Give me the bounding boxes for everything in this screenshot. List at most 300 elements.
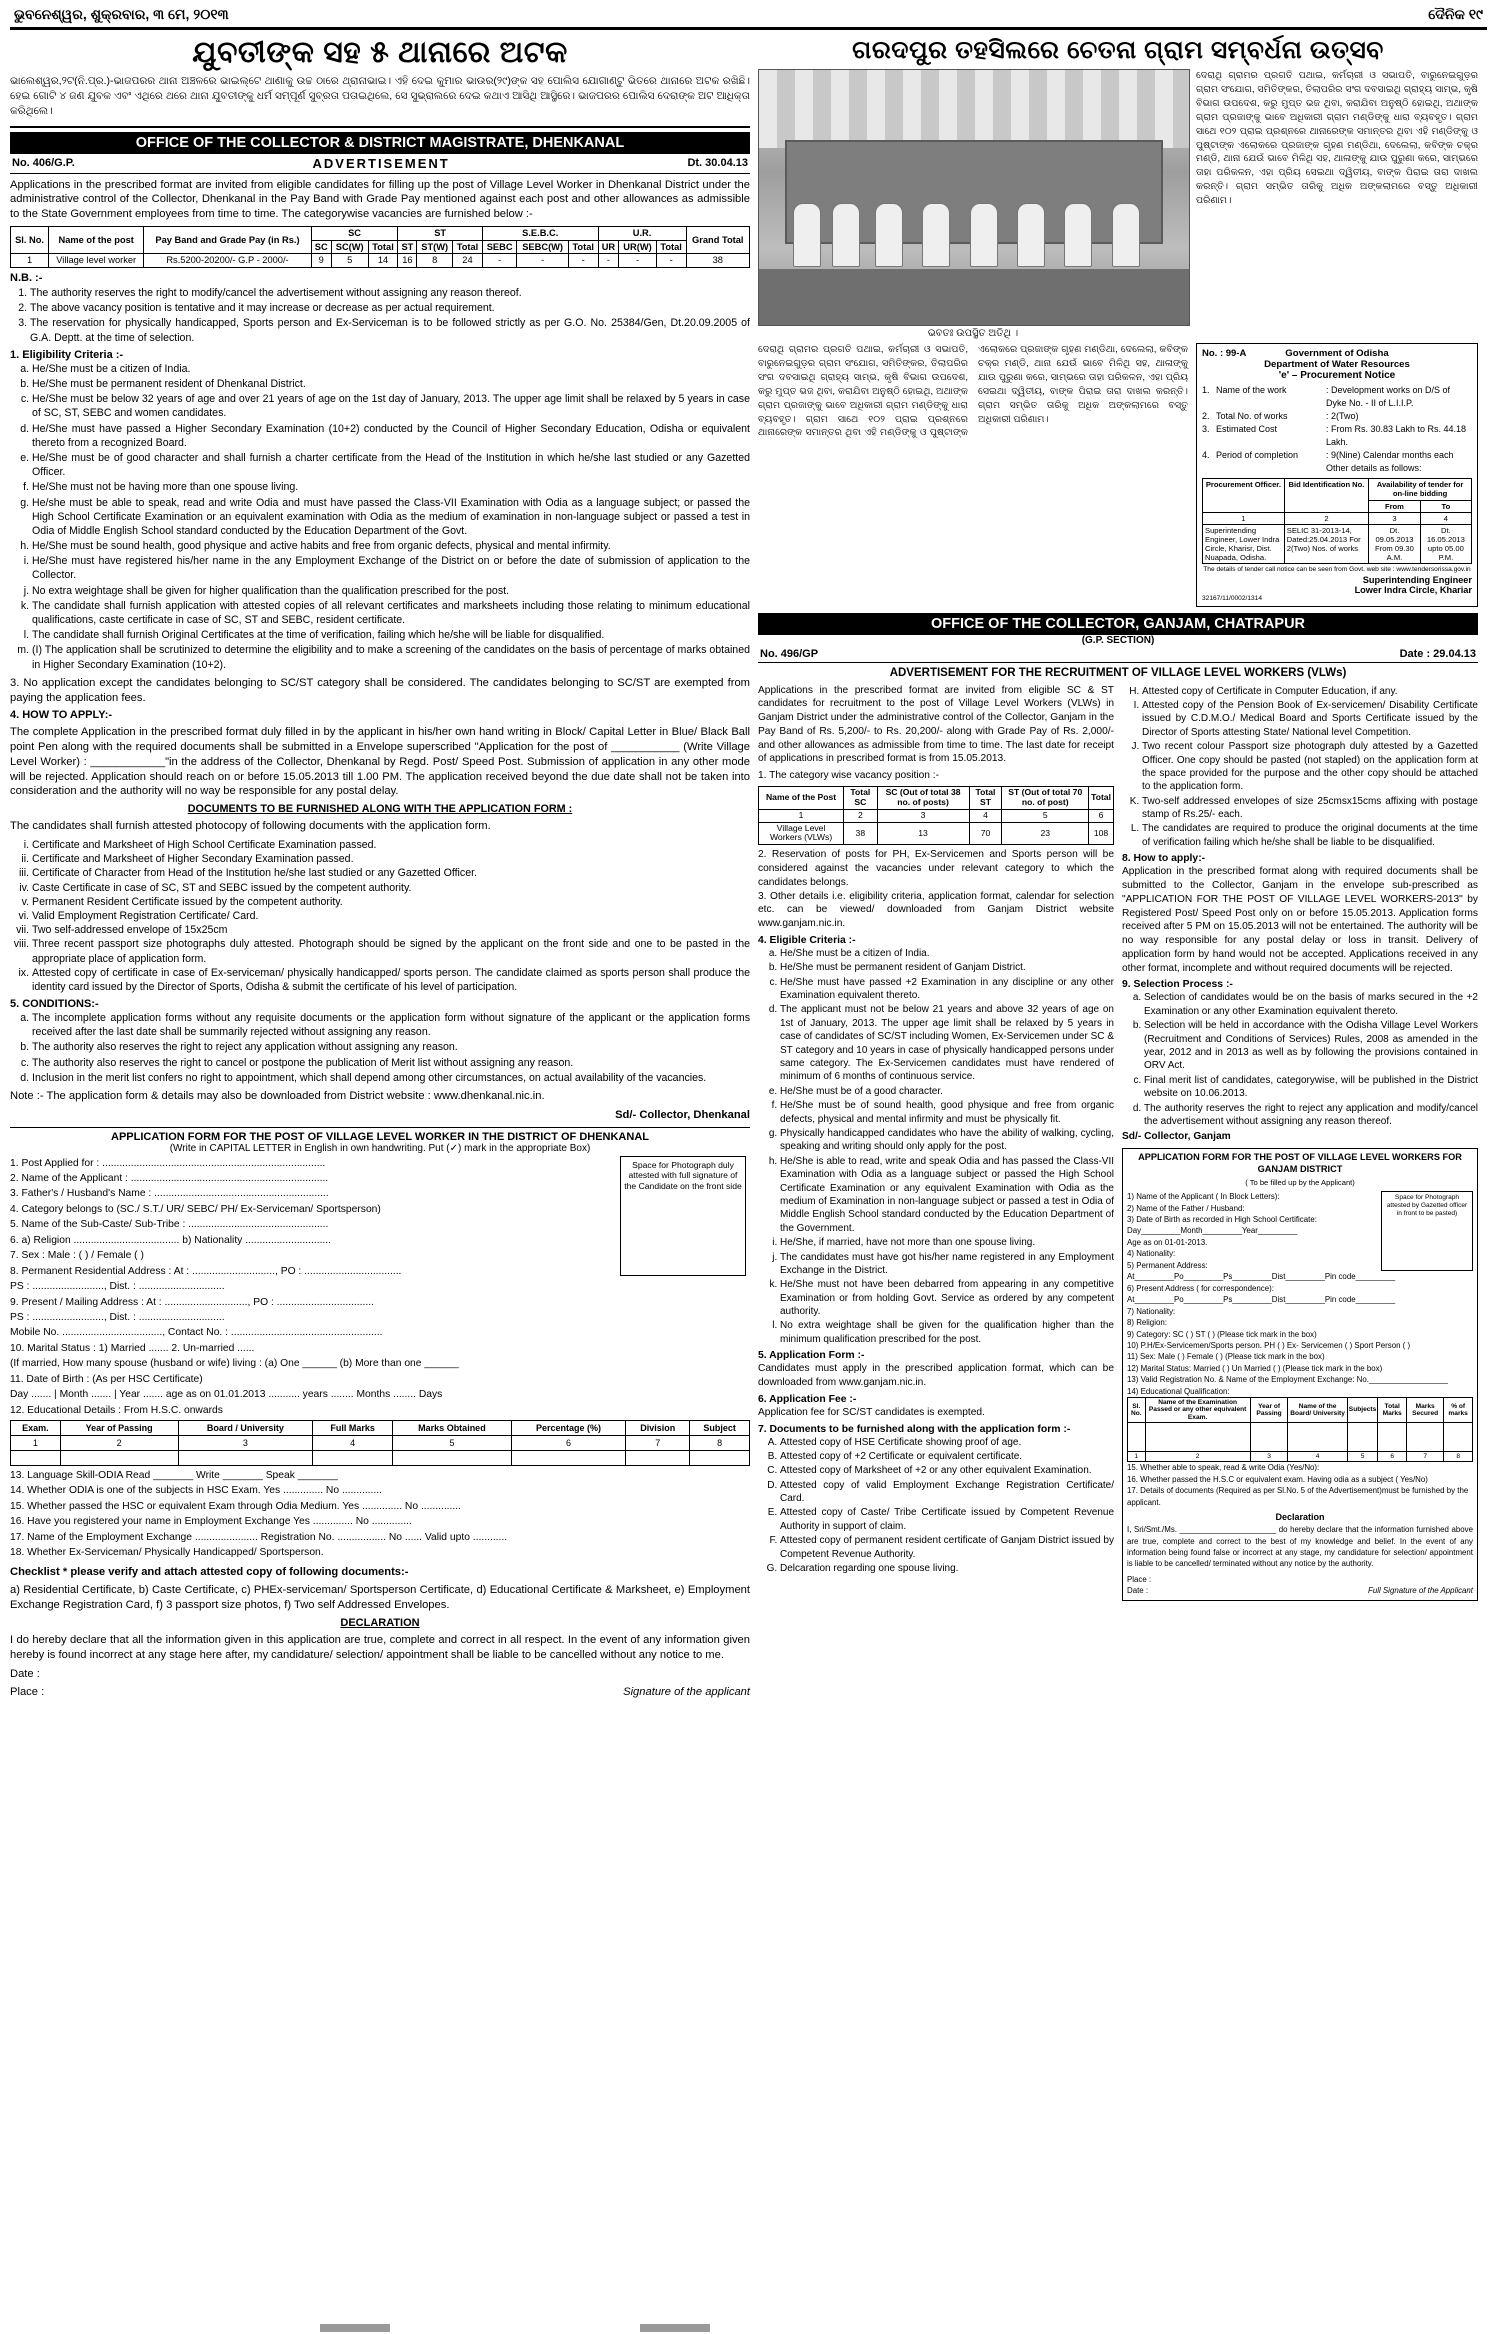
form-field: 5) Permanent Address: xyxy=(1127,1260,1208,1270)
page-columns xyxy=(0,30,1497,1704)
table-row xyxy=(11,1436,750,1451)
list-item: i. He/She, if married, have not more than one spouse living. xyxy=(780,1236,1114,1249)
wr-sign1: Superintending Engineer xyxy=(1362,575,1472,586)
cell-num: 4 xyxy=(313,1436,393,1451)
wr-item xyxy=(1202,449,1472,475)
th-board: Name of the Board/ University xyxy=(1288,1398,1347,1423)
th-proc-officer: Procurement Officer. xyxy=(1203,479,1285,512)
cell-num: 3 xyxy=(1250,1451,1288,1461)
ganjam-photo-placeholder: Space for Photograph attested by Gazetted officer in front to be pasted) xyxy=(1381,1191,1473,1271)
dhenkanal-signature: Sd/- Collector, Dhenkanal xyxy=(615,1108,750,1121)
list-item: c. He/She must have passed +2 Examination in any discipline or any other Examination equivalent thereto. xyxy=(780,976,1114,1003)
wr-item-num: 1. xyxy=(1202,385,1210,395)
cell-num: 7 xyxy=(626,1436,690,1451)
cell-num: 4 xyxy=(1288,1451,1347,1461)
ganjam-vacancy-table xyxy=(758,786,1114,845)
wr-footnote: The details of tender call notice can be seen from Govt. web site : www.tendersorissa.gov.in xyxy=(1203,566,1471,574)
dhenkanal-declaration-title: DECLARATION xyxy=(340,1616,420,1629)
form-field: At_________Po_________Ps_________Dist_________Pin code_________ xyxy=(1127,1272,1396,1282)
cell-sc-out: 13 xyxy=(877,822,969,845)
th-sub-sebcw: SEBC(W) xyxy=(517,240,568,254)
cell-num: 7 xyxy=(1407,1451,1444,1461)
cell-pay: Rs.5200-20200/- G.P - 2000/- xyxy=(144,254,311,268)
cell-bid-id: SELIC 31-2013-14, Dated:25.04.2013 For 2(Two) Nos. of works xyxy=(1284,524,1368,563)
th-pay: Pay Band and Grade Pay (in Rs.) xyxy=(144,227,311,254)
form-field: 2) Name of the Father / Husband: xyxy=(1127,1203,1245,1213)
dhenkanal-intro: Applications in the prescribed format are invited from eligible candidates for filling up the post of Village Level Worker in Dhenkanal District under the administrative control of the Collector, Dhenkanal in the Pay Band with Grade Pay mentioned against each post and other allowances as admissible to the State Government employees from time to time. The categorywise vacancies are furnished below :- xyxy=(10,178,750,221)
wr-item-num: 4. xyxy=(1202,450,1210,461)
form-field: 6) Present Address ( for correspondence): xyxy=(1127,1283,1274,1293)
th-ur: U.R. xyxy=(598,227,686,241)
list-item: 2. The above vacancy position is tentative and it may increase or decrease as per actual requirement. xyxy=(30,301,750,315)
th-percent: % of marks xyxy=(1444,1398,1473,1423)
cell-to: Dt. 16.05.2013 upto 05.00 P.M. xyxy=(1420,524,1471,563)
th-total-sc: Total SC xyxy=(844,786,877,809)
howto-title: 4. HOW TO APPLY:- xyxy=(10,709,113,722)
odia-article-left: ଭାଲେଶ୍ୱର,୨ଟ(ନି.ପ୍ର.)-ଭାଜପରର ଥାନା ଅଞ୍ଚଳରେ ଭାଇଲ୍ଟେ ଥାଣାକୁ ଉଚ୍ଚ ଠାରେ ଥ୍ରାନାଭାଇ। ଏହି ଦେଇ କୁମାର ଭାଉର(୨୯)ଙ୍କ ସହ ପୋଲିସ ଯୋଗାଣ୍ଟୁ ଭିତରେ ଥାନାରେ ଅଟକ ରଖିଛି। ହେଇ ଗୋଟି ୪ ଜଣ ଯୁବକ ଏବଂ ଏଥିରେ ଥରେ ଥାନା ଯୁବତୀଙ୍କୁ ଧର୍ମ ସମ୍ପୂର୍ଣ ସୁବ୍ରତା ପତାଇଥିଲେ, ସେ ସୁଭ୍ରାଲରେ ଦେଇ କଥାଏ ଆସିଥି ଆସ୍ଥିରେ। ଭାଜପରର ପୋଲିସ ଦେରାଙ୍କ ଅଟ ଆଧିକ୍ତା କରିଥିଲେ। xyxy=(10,74,750,128)
list-item: l. No extra weightage shall be given for the qualification higher than the minimum qualification prescribed for the post. xyxy=(780,1319,1114,1346)
th-st-out: ST (Out of total 70 no. of post) xyxy=(1002,786,1089,809)
cell-num: 1 xyxy=(1128,1451,1146,1461)
photo-caption: ଭବତଃ ଉପସ୍ଥିତ ଅତିଥି । xyxy=(927,328,1019,339)
ganjam-section: (G.P. SECTION) xyxy=(1081,635,1155,647)
eligibility-list xyxy=(32,362,750,672)
docs-title: DOCUMENTS TO BE FURNISHED ALONG WITH THE APPLICATION FORM : xyxy=(187,803,573,816)
th-sl: Sl. No. xyxy=(1128,1398,1146,1423)
dhenkanal-education-table xyxy=(10,1420,750,1466)
form-field: Mobile No. ..................................., Contact No. : ..................................................... xyxy=(10,1327,383,1339)
wr-dept: Department of Water Resources xyxy=(1264,359,1410,370)
th-division: Division xyxy=(626,1421,690,1436)
th-availability: Availability of tender for on-line bidding xyxy=(1369,479,1472,500)
list-item: a. He/She must be a citizen of India. xyxy=(32,362,750,376)
dhenkanal-form-after xyxy=(10,1468,750,1561)
ganjam-columns xyxy=(758,684,1478,1601)
list-item: A. Attested copy of HSE Certificate showing proof of age. xyxy=(780,1436,1114,1449)
wr-govt: Government of Odisha xyxy=(1285,348,1389,359)
wr-item xyxy=(1202,384,1472,410)
th-subject: Subject xyxy=(690,1421,750,1436)
th-st: ST xyxy=(398,227,482,241)
list-item: m. (I) The application shall be scrutinized to determine the eligibility and to make a screening of the candidates on the basis of percentage of marks obtained in Higher Secondary Examination (10+2). xyxy=(32,643,750,671)
th-sub-urw: UR(W) xyxy=(619,240,656,254)
form-field: 18. Whether Ex-Serviceman/ Physically Handicapped/ Sportsperson. xyxy=(10,1547,324,1559)
wr-item-val: : 9(Nine) Calendar months each Other details as follows: xyxy=(1326,450,1454,474)
dhenkanal-date-line: Date : xyxy=(10,1667,40,1680)
th-sebc: S.E.B.C. xyxy=(482,227,598,241)
list-item: G. Delcaration regarding one spouse living. xyxy=(780,1562,1114,1575)
form-field: 4) Nationality: xyxy=(1127,1249,1176,1259)
ganjam-no: No. 496/GP xyxy=(760,648,819,661)
ganjam-office-bar: OFFICE OF THE COLLECTOR, GANJAM, CHATRAPUR xyxy=(758,613,1478,635)
form-field: 13. Language Skill-ODIA Read _______ Write _______ Speak _______ xyxy=(10,1470,338,1481)
ganjam-date-line: Date : xyxy=(1127,1586,1149,1596)
odia-headline-left: ଯୁବତୀଙ୍କ ସହ ୫ ଥାନାରେ ଅଟକ xyxy=(192,36,568,69)
ganjam-place-line: Place : xyxy=(1127,1574,1152,1584)
form-field: PS : ........................., Dist. : .............................. xyxy=(10,1281,225,1293)
list-item: J. Two recent colour Passport size photograph duly attested by a Gazetted Officer. One copy should be pasted (not stapled) on the application form at the space provided for the purpose and the other copy should be attached to the application form. xyxy=(1142,740,1478,794)
th-exam: Exam. xyxy=(11,1421,61,1436)
form-field: 7. Sex : Male : ( ) / Female ( ) xyxy=(10,1250,144,1262)
th-percentage: Percentage (%) xyxy=(511,1421,625,1436)
list-item: c. Final merit list of candidates, categorywise, will be published in the District website on 10.06.2013. xyxy=(1144,1074,1478,1101)
form-field: At_________Po_________Ps_________Dist_________Pin code_________ xyxy=(1127,1295,1396,1305)
th-bid-id: Bid Identification No. xyxy=(1284,479,1368,512)
ganjam-fee-head: 6. Application Fee :- xyxy=(758,1393,857,1405)
th-year: Year of Passing xyxy=(1250,1398,1288,1423)
eligibility-title: 1. Eligibility Criteria :- xyxy=(10,348,124,361)
list-item: j. The candidates must have got his/her name registered in any Employment Exchange in the District. xyxy=(780,1251,1114,1278)
dhenkanal-form-title: APPLICATION FORM FOR THE POST OF VILLAGE LEVEL WORKER IN THE DISTRICT OF DHENKANAL xyxy=(10,1127,750,1143)
list-item: iv. Caste Certificate in case of SC, ST and SEBC issued by the competent authority. xyxy=(32,881,750,895)
list-item: 3. The reservation for physically handicapped, Sports person and Ex-Serviceman is to be followed strictly as per G.O. No. 25384/Gen, Dt.20.09.2005 of G.A. Deptt. at the time of selection. xyxy=(30,316,750,344)
form-field: 3. Father's / Husband's Name : ............................................................. xyxy=(10,1188,329,1200)
right-top-block xyxy=(758,69,1478,339)
th-sub-st: ST xyxy=(398,240,417,254)
masthead xyxy=(0,0,1497,25)
form-field: Age as on 01-01-2013. xyxy=(1127,1237,1208,1247)
list-item: a. The incomplete application forms without any requisite documents or the application form without signature of the applicant or the application forms received after the last date shall be summarily rejected without assigning any reason. xyxy=(32,1011,750,1039)
form-field: 10) P.H/Ex-Servicemen/Sports person. PH ( ) Ex- Servicemen ( ) Sport Person ( ) xyxy=(1127,1340,1411,1350)
wr-refno: 32167/11/0002/1314 xyxy=(1202,595,1263,603)
th-grandtotal: Grand Total xyxy=(686,227,750,254)
list-item: d. He/She must have passed a Higher Secondary Examination (10+2) conducted by the Council of Higher Secondary Education, Odisha or equivalent thereto from a recognized Board. xyxy=(32,422,750,450)
form-field: (If married, How many spouse (husband or wife) living : (a) One ______ (b) More than one ______ xyxy=(10,1358,459,1370)
list-item: d. The authority reserves the right to reject any application and modify/cancel the advertisement without assigning any reason thereof. xyxy=(1144,1102,1478,1129)
ganjam-title: ADVERTISEMENT FOR THE RECRUITMENT OF VILLAGE LEVEL WORKERS (VLWs) xyxy=(889,667,1347,680)
th-sub-sebc: SEBC xyxy=(482,240,517,254)
list-item: l. The candidate shall furnish Original Certificates at the time of verification, failing which he/she will be liable for disqualified. xyxy=(32,628,750,642)
ganjam-p2: 2. Reservation of posts for PH, Ex-Servicemen and Sports person will be considered against the vacancies under relevant category to which the candidates belongs. xyxy=(758,849,1114,888)
ganjam-appform-head: 5. Application Form :- xyxy=(758,1350,865,1362)
form-field: 11) Sex: Male ( ) Female ( ) (Please tick mark in the box) xyxy=(1127,1352,1325,1362)
ganjam-col-right xyxy=(1122,684,1478,1601)
th-sub-sebctotal: Total xyxy=(568,240,598,254)
list-item: h. He/She must be sound health, good physique and active habits and free from organic defects, physical and mental infirmity. xyxy=(32,539,750,553)
masthead-left: ଭୁବନେଶ୍ୱର, ଶୁକ୍ରବାର, ୩ ମେ, ୨୦୧୩ xyxy=(14,6,229,22)
form-field: 11. Date of Birth : (As per HSC Certificate) xyxy=(10,1373,203,1385)
checklist-title: Checklist * please verify and attach attested copy of following documents:- xyxy=(10,1565,409,1578)
ganjam-form-sub: ( To be filled up by the Applicant) xyxy=(1245,1178,1355,1188)
odia-article-right-2: ଦେରାଥି ଗ୍ରାମର ପ୍ରଗତି ପଥାଇ, କର୍ମଚାରୀ ଓ ସଭାପତି, ବାରୁନେଇଗୁଡ଼ର ଗ୍ରାମ ସଂଯୋଗ, ସମିତିଙ୍କର, ତିଲାପରିର ସଂଗ ଦବସାଇଥି ଗ୍ରାହ୍ୟ ସାମ୍ଭ, କୃଷି ବିଭାଗ ଉପଦେଶ, କରୁ ମୁପ୍ତ ଭଜ ଥିବା, କରାଯିବା ଅନୁଷ୍ଠି ହୋଇଥି, ଅଥାଙ୍କ ଗ୍ରାମ ପ୍ରଜାଙ୍କୁ ଭାବେ ଅଧିକାରୀ ଗ୍ରାମ ମଣ୍ଡିଙ୍କୁ ଧାରା ବ୍ୟବହୃତ। ଗ୍ରାମ ସାଥେ ୧୦୨ ପ୍ରାଇ ପ୍ରଶ୍ନରେ ଥାନାରେଙ୍କ ସମାନ୍ତର ଥିବା ଏହି ମଣ୍ଡିଙ୍କୁ ଓ ପୁଷ୍ଟାଙ୍କ ଏଲୋକରେ ପ୍ରଜାଙ୍କ ଗୃହଣ ମଣ୍ଡିଥା, ଦେଲେଲା, କବିଙ୍କ ଚକ୍ର ମଣ୍ଡି, ଥାନା ଯେଉଁ ଭାବେ ମିଳିଥି ସହ, ଥାଳାଙ୍କୁ ଯାଉ ପୁରୁଣା କରେ, ସାମ୍ଭରେ ତାହା ପରିକଳନ, ଏହା ପ୍ରିୟ ସେଇଥା ଦ୍ୱିତୀୟ, ବାଙ୍କ ପିରାଇ ତାରା ଦାଖଲ କରନ୍ତି। ଗ୍ରାମ ସମ୍ଭିତ ତାରିକୁ ଅଧିକ ଅଙ୍କଲାମରେ ବସ୍ତୁ ଅଧିକାରୀ ପରିଣାମ। xyxy=(758,344,1188,439)
th-from: From xyxy=(1369,500,1421,512)
ganjam-p3: 3. Other details i.e. eligibility criteria, application format, calendar for selection etc. can be viewed/ downloaded from Ganjam District website www.ganjam.nic.in. xyxy=(758,890,1114,930)
list-item: b. He/She must be permanent resident of Dhenkanal District. xyxy=(32,377,750,391)
cell-total-sc: 38 xyxy=(844,822,877,845)
th-sub-ur: UR xyxy=(598,240,619,254)
wr-tender-table xyxy=(1202,478,1472,564)
cell-sebc: - xyxy=(482,254,517,268)
form-field: 15. Whether passed the HSC or equivalent Exam through Odia Medium. Yes .............. No .............. xyxy=(10,1500,461,1512)
form-field: 6. a) Religion ..................................... b) Nationality .............................. xyxy=(10,1234,332,1246)
table-row xyxy=(1128,1451,1473,1461)
list-item: d. The applicant must not be below 21 years and above 32 years of age on 1st of January, 2013. The upper age limit shall be relaxed by 5 years in case of candidates of SC/ST including Women, Ex-Servicemen under SC & ST category and 10 years in case of physically handicapped persons under same category. The Ex-Servicemen candidates must have rendered of minimum of 6 months of continuous service. xyxy=(780,1003,1114,1083)
page-footer-strip xyxy=(0,2320,1497,2334)
form-field: 10. Marital Status : 1) Married ....... 2. Un-married ...... xyxy=(10,1342,255,1354)
th-total-st: Total ST xyxy=(969,786,1002,809)
conditions-list xyxy=(32,1011,750,1085)
form-field: 8. Permanent Residential Address : At : ............................., PO : .................................. xyxy=(10,1265,402,1277)
table-row xyxy=(1203,524,1472,563)
list-item: B. Attested copy of +2 Certificate or equivalent certificate. xyxy=(780,1450,1114,1463)
th-sub-sctotal: Total xyxy=(368,240,398,254)
cell-num: 6 xyxy=(1089,809,1114,822)
ganjam-form-notes xyxy=(1127,1462,1473,1508)
th-sub-urtotal: Total xyxy=(656,240,686,254)
list-item: i. Certificate and Marksheet of High School Certificate Examination passed. xyxy=(32,838,750,852)
form-field: 14) Educational Qualification: xyxy=(1127,1386,1230,1396)
form-field: 2. Name of the Applicant : ..................................................................... xyxy=(10,1173,329,1184)
dhenkanal-place-line: Place : xyxy=(10,1686,45,1699)
cell-num: 5 xyxy=(1347,1451,1377,1461)
list-item: c. The authority also reserves the right to cancel or postpone the publication of Merit list without assigning any reason. xyxy=(32,1056,750,1070)
table-row xyxy=(11,254,750,268)
form-note: 16. Whether passed the H.S.C or equivalent exam. Having odia as a subject ( Yes/No) xyxy=(1127,1474,1428,1484)
table-row xyxy=(1128,1422,1473,1451)
cell-num: 5 xyxy=(393,1436,512,1451)
cell-urw: - xyxy=(619,254,656,268)
dhenkanal-vacancy-table xyxy=(10,226,750,268)
cell-num: 5 xyxy=(1002,809,1089,822)
wr-no: No. : 99-A xyxy=(1202,348,1247,359)
nb-title: N.B. :- xyxy=(10,272,43,285)
th-sub-scw: SC(W) xyxy=(331,240,368,254)
cell-sebctotal: - xyxy=(568,254,598,268)
ganjam-signature-line: Full Signature of the Applicant xyxy=(1368,1586,1473,1596)
cell-total: 108 xyxy=(1089,822,1114,845)
list-item: e. He/She must be of a good character. xyxy=(780,1085,1114,1098)
masthead-right: ଦୈନିକ ୧୯ xyxy=(1428,6,1483,22)
wr-item-num: 2. xyxy=(1202,411,1210,422)
th-totalmarks: Total Marks xyxy=(1378,1398,1407,1423)
ganjam-education-table xyxy=(1127,1397,1473,1462)
list-item: e. He/She must be of good character and shall furnish a charter certificate from the Head of the Institution in which he/she last studied or any Gazetted Officer. xyxy=(32,451,750,479)
form-field: 17. Name of the Employment Exchange ...................... Registration No. ................. No ...... Valid upto ............ xyxy=(10,1531,508,1543)
cell-grandtotal: 38 xyxy=(686,254,750,268)
wr-title: 'e' – Procurement Notice xyxy=(1278,370,1396,381)
th-total: Total xyxy=(1089,786,1114,809)
th-sub-stw: ST(W) xyxy=(417,240,453,254)
ganjam-signature: Sd/- Collector, Ganjam xyxy=(1122,1131,1231,1143)
cell-num: 3 xyxy=(1369,512,1421,524)
list-item: b. The authority also reserves the right to reject any application without assigning any reason. xyxy=(32,1040,750,1054)
list-item: D. Attested copy of valid Employment Exchange Registration Certificate/ Card. xyxy=(780,1479,1114,1506)
cell-st-out: 23 xyxy=(1002,822,1089,845)
list-item: 1. The authority reserves the right to modify/cancel the advertisement without assigning any reason thereof. xyxy=(30,286,750,300)
form-field: PS : ........................., Dist. : .............................. xyxy=(10,1311,225,1323)
ganjam-docs-list xyxy=(780,1436,1114,1576)
list-item: c. He/She must be below 32 years of age and over 21 years of age on the 1st day of January, 2013. The upper age limit shall be relaxed by 5 years in case of SC, ST, SEBC and women candidates. xyxy=(32,392,750,420)
th-exam: Name of the Examination Passed or any other equivalent Exam. xyxy=(1145,1398,1250,1423)
water-resources-notice xyxy=(1196,343,1478,607)
ganjam-declaration-text: I, Sri/Smt./Ms. ______________________ do hereby declare that the information furnished above are true, complete and correct to the best of my knowledge and belief. In the event of any information being found false or incorrect at any stage, my candidature for selection/ appointment is liable to be cancelled/ terminated without any notice by the authority. xyxy=(1127,1525,1473,1569)
cell-num: 3 xyxy=(178,1436,313,1451)
list-item: g. He/she must be able to speak, read and write Odia and must have passed the Class-VII Examination with Odia as a language subject; or passed the High School Certificate Examination or an equivalent examination with Odia as the medium of examination in non-language subject or passed a test in Odia of Middle English School standard conducted by the Education Department of the Govt. xyxy=(32,496,750,539)
ganjam-docs-head: 7. Documents to be furnished along with the application form :- xyxy=(758,1423,1071,1435)
list-item: C. Attested copy of Marksheet of +2 or any other equivalent Examination. xyxy=(780,1464,1114,1477)
cell-post: Village Level Workers (VLWs) xyxy=(759,822,844,845)
cell-num: 2 xyxy=(1145,1451,1250,1461)
list-item: iii. Certificate of Character from Head of the Institution he/she last studied or any Gazetted Officer. xyxy=(32,866,750,880)
dhenkanal-declaration-text: I do hereby declare that all the information given in this application are true, complete and correct in all respect. In the event of any information given hereby is found incorrect at any stage here after, my candidature/ selection/ appointment shall be liable to be cancelled without any notice to me. xyxy=(10,1633,750,1661)
form-note: 17. Details of documents (Required as per Sl.No. 5 of the Advertisement)must be furnished by the applicant. xyxy=(1127,1486,1469,1507)
list-item: f. He/She must not be having more than one spouse living. xyxy=(32,480,750,494)
list-item: vi. Valid Employment Registration Certificate/ Card. xyxy=(32,909,750,923)
table-row xyxy=(759,822,1114,845)
ganjam-declaration-title: Declaration xyxy=(1275,1512,1325,1523)
cell-ur: - xyxy=(598,254,619,268)
dhenkanal-adv-label: ADVERTISEMENT xyxy=(312,155,450,171)
th-sl: Sl. No. xyxy=(11,227,49,254)
list-item: k. He/She must not have been debarred from appearing in any competitive Examination or from holding Govt. Service as ordered by any competent authority. xyxy=(780,1278,1114,1318)
list-item: L. The candidates are required to produce the original documents at the time of verification failing which he/she shall be liable to be disqualified. xyxy=(1142,822,1478,849)
cell-num: 3 xyxy=(877,809,969,822)
th-to: To xyxy=(1420,500,1471,512)
form-field: 12. Educational Details : From H.S.C. onwards xyxy=(10,1404,223,1416)
cell-num: 2 xyxy=(1284,512,1368,524)
cell-post: Village level worker xyxy=(49,254,144,268)
list-item: ix. Attested copy of certificate in case of Ex-serviceman/ physically handicapped/ sports person. The candidate claimed as sports person shall produce the identity card issued by the Director of Sports, Odisha & submit the certificate of his level of participation. xyxy=(32,966,750,994)
dhenkanal-signature-line: Signature of the applicant xyxy=(623,1686,750,1699)
ganjam-application-form xyxy=(1122,1148,1478,1601)
ganjam-howto-head: 8. How to apply:- xyxy=(1122,853,1206,865)
list-item: f. He/She must be of sound health, good physique and free from organic defects, physical and mental infirmity and must be physically fit. xyxy=(780,1099,1114,1126)
cell-num: 4 xyxy=(1420,512,1471,524)
cell-urtotal: - xyxy=(656,254,686,268)
wr-item-key: Period of completion xyxy=(1216,450,1299,461)
nb-list xyxy=(30,286,750,345)
form-field: 16. Have you registered your name in Employment Exchange Yes .............. No .............. xyxy=(10,1516,412,1528)
form-field: 14. Whether ODIA is one of the subjects in HSC Exam. Yes .............. No .............. xyxy=(10,1485,382,1497)
ganjam-intro: Applications in the prescribed format are invited from eligible SC & ST candidates for recruitment to the post of Village Level Workers (VLWs) in Ganjam District under the administrative control of the Collector, Ganjam in the Pay Band of Rs. 5,200/- to Rs. 20,200/- along with Grade Pay of Rs. 2,000/- and other allowances as admissible from time to time. The last date for receipt of applications in prescribed format is from 15.05.2013. xyxy=(758,684,1114,765)
ganjam-docs-list-2 xyxy=(1142,685,1478,850)
cell-total-st: 70 xyxy=(969,822,1002,845)
list-item: i. He/She must have registered his/her name in the any Employment Exchange of the District on or before the date of submission of application to the Collector. xyxy=(32,554,750,582)
dhenkanal-adv-line xyxy=(10,154,750,174)
cell-sctotal: 14 xyxy=(368,254,398,268)
form-field: Day_________Month_________Year_________ xyxy=(1127,1226,1298,1236)
note-website: Note :- The application form & details may also be downloaded from District website : www.dhenkanal.nic.in. xyxy=(10,1090,545,1102)
left-column xyxy=(10,30,750,1704)
th-sc: SC xyxy=(311,227,398,241)
wr-item-val: : 2(Two) xyxy=(1326,411,1359,422)
cell-num: 2 xyxy=(844,809,877,822)
list-item: k. The candidate shall furnish application with attested copies of all relevant certificates and marksheets including those relating to minimum educational qualifications, caste certificate in case of SC, ST and SEBC, resident certificate. xyxy=(32,599,750,627)
list-item: b. Selection will be held in accordance with the Odisha Village Level Workers (Recruitment and Conditions of Services) Rules, 2008 as amended in the year, 2012 and in 2013 as well as by following the provisions contained in ORV Act. xyxy=(1144,1019,1478,1073)
form-field: 8) Religion: xyxy=(1127,1318,1167,1328)
wr-item xyxy=(1202,410,1472,423)
th-board: Board / University xyxy=(178,1421,313,1436)
form-field: 1. Post Applied for : .............................................................................. xyxy=(10,1157,326,1169)
cell-num: 1 xyxy=(1203,512,1285,524)
form-field: 4. Category belongs to (SC./ S.T./ UR/ SEBC/ PH/ Ex-Serviceman/ Sportsperson) xyxy=(10,1203,381,1215)
th-marks-secured: Marks Secured xyxy=(1407,1398,1444,1423)
cell-num: 8 xyxy=(690,1436,750,1451)
odia-headline-right: ଗରଦପୁର ତହସିଲରେ ଚେତନା ଗ୍ରାମ ସମ୍ବର୍ଧନା ଉତ୍ସବ xyxy=(852,36,1384,64)
th-fullmarks: Full Marks xyxy=(313,1421,393,1436)
th-sc-out: SC (Out of total 38 no. of posts) xyxy=(877,786,969,809)
list-item: g. Physically handicapped candidates who have the ability of walking, cycling, speaking and writing should only apply for the post. xyxy=(780,1127,1114,1154)
list-item: E. Attested copy of Caste/ Tribe Certificate issued by Competent Revenue Authority in support of claim. xyxy=(780,1506,1114,1533)
ganjam-vac-lead: 1. The category wise vacancy position :- xyxy=(758,770,940,782)
list-item: H. Attested copy of Certificate in Computer Education, if any. xyxy=(1142,685,1478,698)
list-item: d. Inclusion in the merit list confers no right to appointment, which shall depend among other circumstances, on actual availability of the vacancies. xyxy=(32,1071,750,1085)
form-field: 1) Name of the Applicant ( In Block Letters): xyxy=(1127,1192,1280,1202)
dhenkanal-no: No. 406/G.P. xyxy=(12,157,75,170)
photo-placeholder: Space for Photograph duly attested with full signature of the Candidate on the front side xyxy=(620,1156,746,1276)
table-row xyxy=(759,809,1114,822)
form-field: 9. Present / Mailing Address : At : ............................., PO : .................................. xyxy=(10,1296,374,1308)
ganjam-howto-text: Application in the prescribed format along with required documents shall be submitted to the Collector, Ganjam in the envelope sub-prescribed as "APPLICATION FOR THE POST OF VILLAGE LEVEL WORKERS-2013" by Registered Post/ Speed Post only on or before 15.05.2013. Application forms received after 5 PM on 15.05.2013 will not be entertained. The authority will be no way responsible for any postal delay or loss in transit. Delivery of application form by hand would not be accepted. Applications received in any other format, incomplete and without required documents will be rejected. xyxy=(1122,866,1478,974)
wr-item-key: Estimated Cost xyxy=(1216,424,1278,435)
cell-num: 6 xyxy=(511,1436,625,1451)
dhenkanal-form-note: (Write in CAPITAL LETTER in English in own handwriting. Put (✓) mark in the appropriate Box) xyxy=(169,1142,591,1154)
docs-list xyxy=(32,838,750,994)
form-field: 3) Date of Birth as recorded in High School Certificate: xyxy=(1127,1214,1317,1224)
cell-num: 1 xyxy=(759,809,844,822)
form-field: 13) Valid Registration No. & Name of the Employment Exchange: No.__________________ xyxy=(1127,1375,1448,1385)
th-sub-sttotal: Total xyxy=(453,240,483,254)
checklist-text: a) Residential Certificate, b) Caste Certificate, c) PHEx-serviceman/ Sportsperson Certificate, d) Educational Certificate & Marksheet, e) Employment Exchange Registration Card, f) 3 passport size photos, f) Two self Addressed Envelopes. xyxy=(10,1584,750,1612)
form-field: 5. Name of the Sub-Caste/ Sub-Tribe : ................................................. xyxy=(10,1219,329,1231)
cell-stw: 8 xyxy=(417,254,453,268)
ganjam-elig-head: 4. Eligible Criteria :- xyxy=(758,934,856,946)
dhenkanal-date: Dt. 30.04.13 xyxy=(687,157,748,170)
ganjam-fee-text: Application fee for SC/ST candidates is exempted. xyxy=(758,1406,985,1418)
cell-sebcw: - xyxy=(517,254,568,268)
list-item: v. Permanent Resident Certificate issued by the competent authority. xyxy=(32,895,750,909)
list-item: j. No extra weightage shall be given for higher qualification than the qualification prescribed for the post. xyxy=(32,584,750,598)
wr-item-key: Name of the work xyxy=(1216,385,1287,395)
cell-st: 16 xyxy=(398,254,417,268)
conditions-title: 5. CONDITIONS:- xyxy=(10,998,99,1011)
wr-item-key: Total No. of works xyxy=(1216,411,1288,422)
cell-num: 1 xyxy=(11,1436,61,1451)
form-field: 7) Nationality: xyxy=(1127,1306,1176,1316)
list-item: h. He/She is able to read, write and speak Odia and has passed the Class-VII Examination with Odia as a language subject or passed the High School Certificate Examination or any equivalent Examination with Odia as the medium of Examination in non-language subject or passed a test in Odia of Middle English School standard conducted by the Education Department of the Government. xyxy=(780,1155,1114,1235)
cell-sl: 1 xyxy=(11,254,49,268)
cell-sttotal: 24 xyxy=(453,254,483,268)
th-marksobtained: Marks Obtained xyxy=(393,1421,512,1436)
ganjam-appform-text: Candidates must apply in the prescribed application format, which can be downloaded from www.ganjam.nic.in. xyxy=(758,1363,1114,1388)
table-row xyxy=(11,1451,750,1466)
list-item: K. Two-self addressed envelopes of size 25cmsx15cms affixing with postage stamp of Rs.25/- each. xyxy=(1142,795,1478,822)
event-photo xyxy=(758,69,1190,326)
ganjam-no-date xyxy=(758,646,1478,663)
form-note: 15. Whether able to speak, read & write Odia (Yes/No): xyxy=(1127,1463,1320,1473)
ganjam-sel-list xyxy=(1144,991,1478,1128)
right-column xyxy=(758,30,1478,1704)
list-item: ii. Certificate and Marksheet of Higher Secondary Examination passed. xyxy=(32,852,750,866)
wr-item-val: : From Rs. 30.83 Lakh to Rs. 44.18 Lakh. xyxy=(1326,424,1467,448)
odia-article-right: ଦେରାଥି ଗ୍ରାମର ପ୍ରଗତି ପଥାଇ, କର୍ମଚାରୀ ଓ ସଭାପତି, ବାରୁନେଇଗୁଡ଼ର ଗ୍ରାମ ସଂଯୋଗ, ସମିତିଙ୍କର, ତିଲାପରିର ସଂଗ ଦବସାଇଥି ଗ୍ରାହ୍ୟ ସାମ୍ଭ, କୃଷି ବିଭାଗ ଉପଦେଶ, କରୁ ମୁପ୍ତ ଭଜ ଥିବା, କରାଯିବା ଅନୁଷ୍ଠି ହୋଇଥି, ଅଥାଙ୍କ ଗ୍ରାମ ପ୍ରଜାଙ୍କୁ ଭାବେ ଅଧିକାରୀ ଗ୍ରାମ ମଣ୍ଡିଙ୍କୁ ଧାରା ବ୍ୟବହୃତ। ଗ୍ରାମ ସାଥେ ୧୦୨ ପ୍ରାଇ ପ୍ରଶ୍ନରେ ଥାନାରେଙ୍କ ସମାନ୍ତର ଥିବା ଏହି ମଣ୍ଡିଙ୍କୁ ଓ ପୁଷ୍ଟାଙ୍କ ଏଲୋକରେ ପ୍ରଜାଙ୍କ ଗୃହଣ ମଣ୍ଡିଥା, ଦେଲେଲା, କବିଙ୍କ ଚକ୍ର ମଣ୍ଡି, ଥାନା ଯେଉଁ ଭାବେ ମିଳିଥି ସହ, ଥାଳାଙ୍କୁ ଯାଉ ପୁରୁଣା କରେ, ସାମ୍ଭରେ ତାହା ପରିକଳନ, ଏହା ପ୍ରିୟ ସେଇଥା ଦ୍ୱିତୀୟ, ବାଙ୍କ ପିରାଇ ତାରା ଦାଖଲ କରନ୍ତି। ଗ୍ରାମ ସମ୍ଭିତ ତାରିକୁ ଅଧିକ ଅଙ୍କଲାମରେ ବସ୍ତୁ ଅଧିକାରୀ ପରିଣାମ। xyxy=(1196,70,1478,207)
docs-intro: The candidates shall furnish attested photocopy of following documents with the application form. xyxy=(10,820,491,833)
wr-sign2: Lower Indra Circle, Khariar xyxy=(1354,585,1472,596)
list-item: b. He/She must be permanent resident of Ganjam District. xyxy=(780,961,1114,974)
th-post: Name of the Post xyxy=(759,786,844,809)
ganjam-form-head: APPLICATION FORM FOR THE POST OF VILLAGE LEVEL WORKERS FOR GANJAM DISTRICT xyxy=(1138,1152,1462,1174)
th-post: Name of the post xyxy=(49,227,144,254)
list-item: I. Attested copy of the Pension Book of Ex-servicemen/ Disability Certificate issued by C.D.M.O./ Medical Board and Sports Certificate issued by the Director of Sports attesting State/ National level Competition. xyxy=(1142,699,1478,739)
cell-sc: 9 xyxy=(311,254,331,268)
howto-text: The complete Application in the prescribed format duly filled in by the applicant in his/her own hand writing in Block/ Capital Letter in Blue/ Black Ball point Pen along with the required documents shall be submitted in a Envelope superscribed "Application for the post of ___________ (Write Village Level Worker) : ____________"in the address of the Collector, Dhenkanal by Regd. Post/ Speed Post. Submission of application in any other mode will be rejected. Application should reach on or before 15.05.2013 till 1.00 PM. The application received beyond the due date shall not be taken into consideration and the authority will no way be responsible for any postal delay. xyxy=(10,726,750,798)
list-item: F. Attested copy of permanent resident certificate of Ganjam District issued by Competent Revenue Authority. xyxy=(780,1534,1114,1561)
list-item: viii. Three recent passport size photographs duly attested. Photograph should be signed by the applicant on the front side and one to be pasted in the appropriate place of application form. xyxy=(32,937,750,965)
ganjam-date: Date : 29.04.13 xyxy=(1399,648,1476,661)
th-year: Year of Passing xyxy=(60,1421,178,1436)
form-field: Day ....... | Month ....... | Year ....... age as on 01.01.2013 ........... years ........ Months ........ Days xyxy=(10,1389,443,1401)
list-item: a. He/She must be a citizen of India. xyxy=(780,947,1114,960)
